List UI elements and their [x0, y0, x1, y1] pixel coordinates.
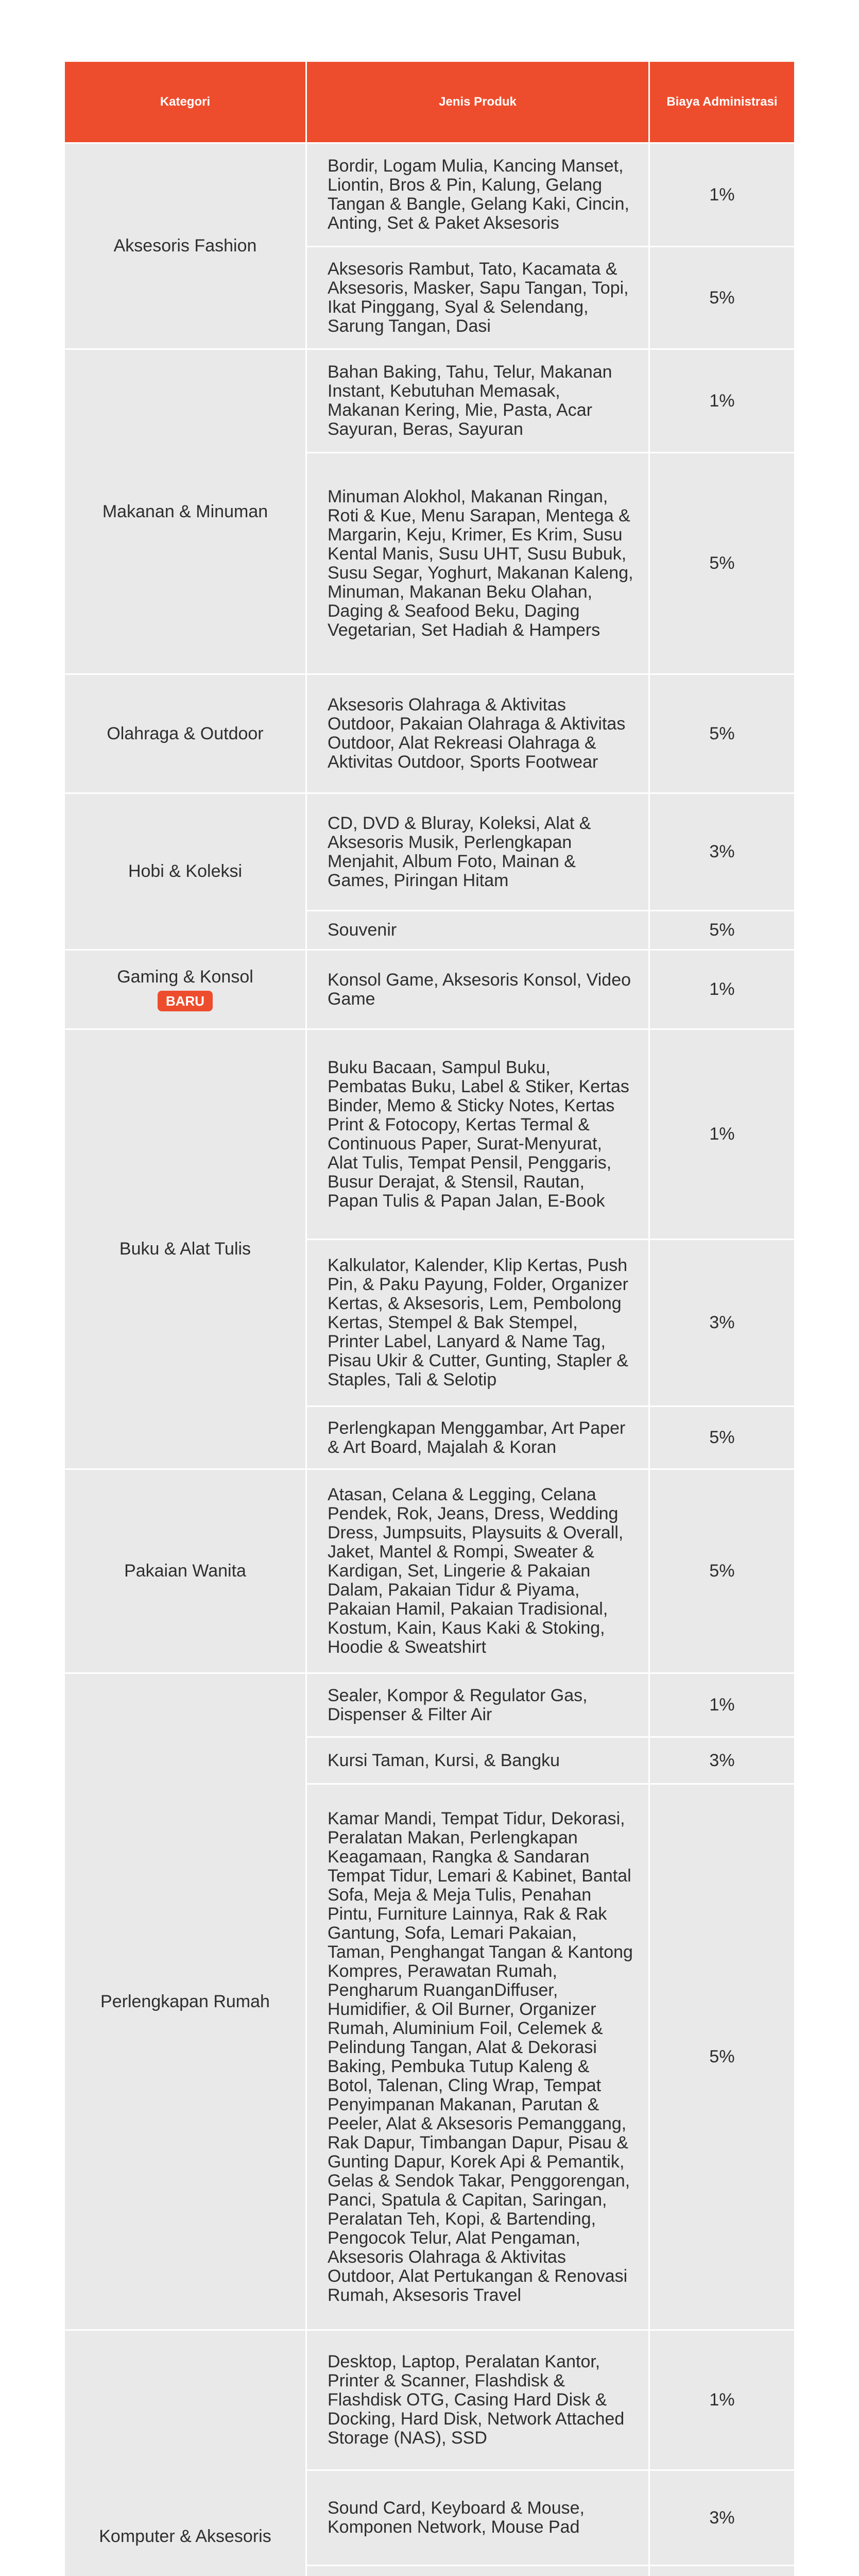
- category-name: Olahraga & Outdoor: [107, 723, 264, 743]
- category-cell: [65, 1468, 307, 1672]
- product-types-cell: Bahan Baking, Tahu, Telur, Makanan Instant, Kebutuhan Memasak, Makanan Kering, Mie, Pasta, Acar Sayuran, Beras, Sayuran: [307, 348, 650, 452]
- category-name: Perlengkapan Rumah: [100, 1991, 270, 2011]
- table-row: [65, 792, 794, 910]
- admin-fee-cell: 1%: [650, 348, 794, 452]
- admin-fee-cell: 1%: [650, 949, 794, 1028]
- product-types-cell: Sound Card, Keyboard & Mouse, Komponen Network, Mouse Pad: [307, 2469, 650, 2565]
- product-types-cell: Buku Bacaan, Sampul Buku, Pembatas Buku, Label & Stiker, Kertas Binder, Memo & Sticky Notes, Kertas Print & Fotocopy, Kertas Termal & Continuous Paper, Surat-Menyurat, Alat Tulis, Tempat Pensil, Penggaris, Busur Derajat, & Stensil, Rautan, Papan Tulis & Papan Jalan, E-Book: [307, 1028, 650, 1239]
- table-row: [65, 142, 794, 246]
- admin-fee-cell: 5%: [650, 452, 794, 673]
- product-types-cell: Konsol Game, Aksesoris Konsol, Video Game: [307, 949, 650, 1028]
- new-badge: BARU: [158, 991, 213, 1011]
- admin-fee-cell: 3%: [650, 792, 794, 910]
- category-name: Gaming & Konsol: [117, 967, 253, 987]
- product-types-cell: Aksesoris Olahraga & Aktivitas Outdoor, Pakaian Olahraga & Aktivitas Outdoor, Alat Rekreasi Olahraga & Aktivitas Outdoor, Sports Footwear: [307, 673, 650, 792]
- product-types-cell: Bordir, Logam Mulia, Kancing Manset, Liontin, Bros & Pin, Kalung, Gelang Tangan & Bangle, Gelang Kaki, Cincin, Anting, Set & Paket Aksesoris: [307, 142, 650, 246]
- product-types-cell: Kursi Taman, Kursi, & Bangku: [307, 1736, 650, 1783]
- admin-fee-cell: 5%: [650, 673, 794, 792]
- admin-fee-table: [65, 62, 794, 2576]
- table-body: [65, 142, 794, 2576]
- category-name: Aksesoris Fashion: [113, 236, 257, 256]
- admin-fee-cell: 5%: [650, 910, 794, 949]
- admin-fee-cell: [650, 2565, 794, 2576]
- admin-fee-cell: 3%: [650, 1736, 794, 1783]
- admin-fee-cell: 3%: [650, 2469, 794, 2565]
- admin-fee-cell: 1%: [650, 1028, 794, 1239]
- product-types-cell: Kalkulator, Kalender, Klip Kertas, Push Pin, & Paku Payung, Folder, Organizer Kertas, & Aksesoris, Lem, Pembolong Kertas, Stempel & Bak Stempel, Printer Label, Lanyard & Name Tag, Pisau Ukir & Cutter, Gunting, Stapler & Staples, Tali & Selotip: [307, 1239, 650, 1405]
- category-name: Makanan & Minuman: [102, 501, 268, 521]
- table-row: [65, 1468, 794, 1672]
- admin-fee-cell: 5%: [650, 1468, 794, 1672]
- product-types-cell: [307, 2565, 650, 2576]
- product-types-cell: CD, DVD & Bluray, Koleksi, Alat & Aksesoris Musik, Perlengkapan Menjahit, Album Foto, Mainan & Games, Piringan Hitam: [307, 792, 650, 910]
- admin-fee-cell: 5%: [650, 246, 794, 348]
- category-cell: [65, 1028, 307, 1468]
- admin-fee-cell: 1%: [650, 2329, 794, 2469]
- table-row: [65, 348, 794, 452]
- category-name: Komputer & Aksesoris: [99, 2527, 271, 2546]
- header-fee: Biaya Administrasi: [650, 62, 794, 142]
- category-cell: [65, 792, 307, 949]
- category-name: Pakaian Wanita: [124, 1561, 246, 1581]
- category-name: Hobi & Koleksi: [128, 861, 243, 881]
- product-types-cell: Perlengkapan Menggambar, Art Paper & Art Board, Majalah & Koran: [307, 1405, 650, 1468]
- admin-fee-cell: 3%: [650, 1239, 794, 1405]
- admin-fee-cell: 5%: [650, 1783, 794, 2329]
- table-row: [65, 673, 794, 792]
- table-row: [65, 1028, 794, 1239]
- product-types-cell: Aksesoris Rambut, Tato, Kacamata & Aksesoris, Masker, Sapu Tangan, Topi, Ikat Pinggang, Syal & Selendang, Sarung Tangan, Dasi: [307, 246, 650, 348]
- product-types-cell: Souvenir: [307, 910, 650, 949]
- category-cell: [65, 1672, 307, 2329]
- header-products: Jenis Produk: [307, 62, 650, 142]
- header-category: Kategori: [65, 62, 307, 142]
- table-row: [65, 1672, 794, 1736]
- product-types-cell: Kamar Mandi, Tempat Tidur, Dekorasi, Peralatan Makan, Perlengkapan Keagamaan, Rangka & Sandaran Tempat Tidur, Lemari & Kabinet, Bantal Sofa, Meja & Meja Tulis, Penahan Pintu, Furniture Lainnya, Rak & Rak Gantung, Sofa, Lemari Pakaian, Taman, Penghangat Tangan & Kantong Kompres, Perawatan Rumah, Pengharum RuanganDiffuser, Humidifier, & Oil Burner, Organizer Rumah, Aluminium Foil, Celemek & Pelindung Tangan, Alat & Dekorasi Baking, Pembuka Tutup Kaleng & Botol, Talenan, Cling Wrap, Tempat Penyimpanan Makanan, Parutan & Peeler, Alat & Aksesoris Pemanggang, Rak Dapur, Timbangan Dapur, Pisau & Gunting Dapur, Korek Api & Pemantik, Gelas & Sendok Takar, Penggorengan, Panci, Spatula & Capitan, Saringan, Peralatan Teh, Kopi, & Bartending, Pengocok Telur, Alat Pengaman, Aksesoris Olahraga & Aktivitas Outdoor, Alat Pertukangan & Renovasi Rumah, Aksesoris Travel: [307, 1783, 650, 2329]
- category-cell: [65, 2329, 307, 2576]
- table-row: [65, 949, 794, 1028]
- category-cell: [65, 949, 307, 1028]
- category-name: Buku & Alat Tulis: [119, 1239, 251, 1259]
- category-cell: [65, 142, 307, 348]
- admin-fee-cell: 1%: [650, 1672, 794, 1736]
- category-cell: [65, 673, 307, 792]
- product-types-cell: Desktop, Laptop, Peralatan Kantor, Printer & Scanner, Flashdisk & Flashdisk OTG, Casing Hard Disk & Docking, Hard Disk, Network Attached Storage (NAS), SSD: [307, 2329, 650, 2469]
- category-cell: [65, 348, 307, 673]
- admin-fee-cell: 5%: [650, 1405, 794, 1468]
- product-types-cell: Atasan, Celana & Legging, Celana Pendek, Rok, Jeans, Dress, Wedding Dress, Jumpsuits, Playsuits & Overall, Jaket, Mantel & Rompi, Sweater & Kardigan, Set, Lingerie & Pakaian Dalam, Pakaian Tidur & Piyama, Pakaian Hamil, Pakaian Tradisional, Kostum, Kain, Kaus Kaki & Stoking, Hoodie & Sweatshirt: [307, 1468, 650, 1672]
- table-header-row: [65, 62, 794, 142]
- table-row: [65, 2329, 794, 2469]
- product-types-cell: Sealer, Kompor & Regulator Gas, Dispenser & Filter Air: [307, 1672, 650, 1736]
- admin-fee-cell: 1%: [650, 142, 794, 246]
- product-types-cell: Minuman Alokhol, Makanan Ringan, Roti & Kue, Menu Sarapan, Mentega & Margarin, Keju, Krimer, Es Krim, Susu Kental Manis, Susu UHT, Susu Bubuk, Susu Segar, Yoghurt, Makanan Kaleng, Minuman, Makanan Beku Olahan, Daging & Seafood Beku, Daging Vegetarian, Set Hadiah & Hampers: [307, 452, 650, 673]
